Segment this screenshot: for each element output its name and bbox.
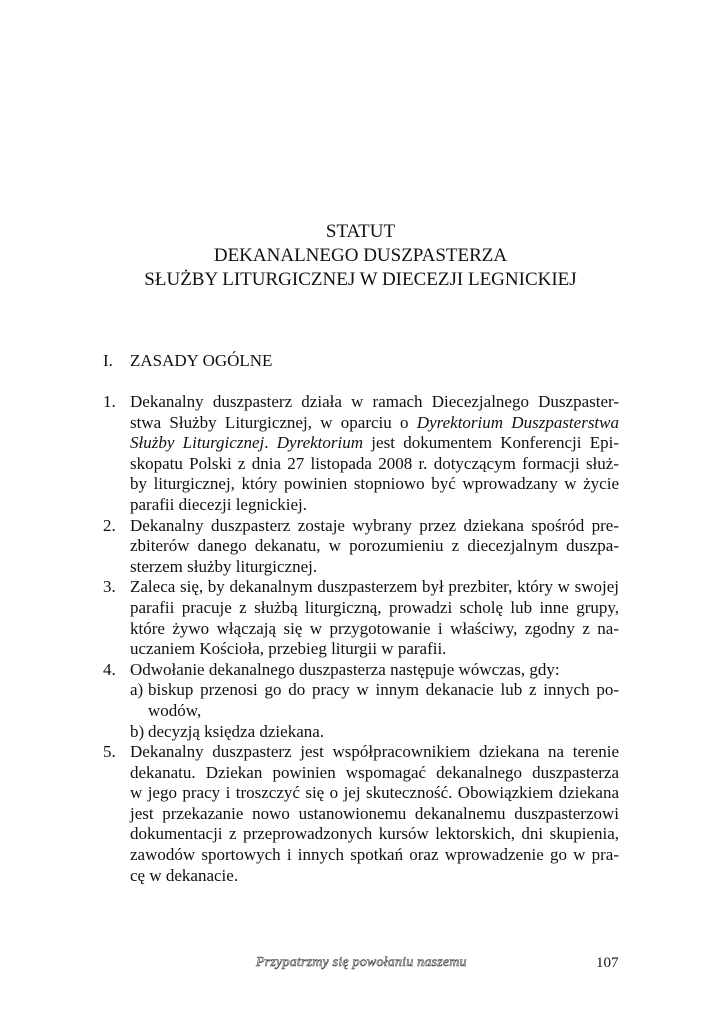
running-footer-title: Przypatrzmy się powołaniu naszemu: [256, 955, 467, 970]
item-number: 5.: [103, 742, 116, 762]
item-number: 1.: [103, 392, 116, 411]
section-number: I.: [103, 351, 113, 370]
item-line: cę w dekanacie.: [130, 865, 239, 885]
item-line: zawodów sportowych i innych spotkań oraz wprowadzenie go w pra-: [130, 845, 619, 865]
item-line: by liturgicznej, który powinien stopniowo być wprowadzany w życie: [130, 474, 619, 494]
list-item-1: [103, 392, 619, 516]
item-line: skopatu Polski z dnia 27 listopada 2008 r. dotyczącym formacji służ-: [130, 453, 619, 473]
item-line: jest przekazanie nowo ustanowionemu dekanalnemu duszpasterzowi: [130, 803, 619, 823]
item-line: zbiterów danego dekanatu, w porozumieniu z diecezjalnym duszpa-: [130, 536, 619, 556]
section-heading: [103, 350, 272, 372]
item-line: parafii diecezji legnickiej.: [130, 494, 307, 514]
document-title: [0, 220, 721, 292]
item-number: 4.: [103, 659, 116, 679]
item-line: Odwołanie dekanalnego duszpasterza następuje wówczas, gdy:: [130, 659, 560, 679]
item-number: 3.: [103, 577, 116, 597]
item-number: 2.: [103, 515, 116, 535]
list-item-2: [103, 516, 619, 578]
item-line: dokumentacji z przeprowadzonych kursów lektorskich, dni skupienia,: [130, 824, 619, 844]
item-line: dekanatu. Dziekan powinien wspomagać dekanalnego duszpasterza: [130, 762, 619, 782]
sub-item-label: a): [130, 680, 144, 700]
sub-item-b: [130, 722, 619, 743]
section-label: ZASADY OGÓLNE: [130, 351, 273, 370]
sub-item-label: b): [130, 721, 145, 741]
title-line-1: STATUT: [325, 221, 396, 242]
list-item-5: [103, 742, 619, 886]
numbered-list: [103, 392, 619, 886]
page-number: 107: [596, 955, 619, 971]
item-text: stwa Służby Liturgicznej, w oparciu o: [130, 412, 417, 432]
italic-title: Dyrektorium Duszpasterstwa: [416, 412, 619, 432]
title-line-2: DEKANALNEGO DUSZPASTERZA: [213, 245, 508, 266]
item-line: biskup przenosi go do pracy w innym dekanacie lub z innych po-: [148, 680, 619, 700]
list-item-3: [103, 577, 619, 659]
title-line-3: SŁUŻBY LITURGICZNEJ W DIECEZJI LEGNICKIEJ: [144, 269, 577, 290]
item-line: decyzją księdza dziekana.: [148, 721, 325, 741]
item-line: które żywo włączają się w przygotowanie i właściwy, zgodny z na-: [130, 618, 619, 638]
item-line: [130, 433, 619, 454]
item-line: Dekanalny duszpasterz działa w ramach Diecezjalnego Duszpaster-: [130, 392, 619, 411]
item-line: Dekanalny duszpasterz zostaje wybrany przez dziekana spośród pre-: [130, 515, 619, 535]
item-line: [130, 413, 619, 434]
item-line: Zaleca się, by dekanalnym duszpasterzem był prezbiter, który w swojej: [130, 577, 619, 597]
sub-item-a: [130, 680, 619, 721]
item-line: uczaniem Kościoła, przebieg liturgii w parafii.: [130, 639, 447, 659]
item-line: Dekanalny duszpasterz jest współpracownikiem dziekana na terenie: [130, 742, 619, 762]
item-text: .: [264, 433, 277, 453]
item-text: jest dokumentem Konferencji Epi-: [363, 433, 619, 453]
italic-title: Dyrektorium: [276, 433, 364, 453]
item-line: w jego pracy i troszczyć się o jej skuteczność. Obowiązkiem dziekana: [130, 783, 619, 803]
list-item-4: [103, 660, 619, 742]
italic-title: Służby Liturgicznej: [130, 433, 265, 453]
item-line: parafii pracuje z służbą liturgiczną, prowadzi scholę lub inne grupy,: [130, 597, 619, 617]
item-line: sterzem służby liturgicznej.: [130, 556, 318, 576]
item-line: wodów,: [148, 700, 202, 720]
